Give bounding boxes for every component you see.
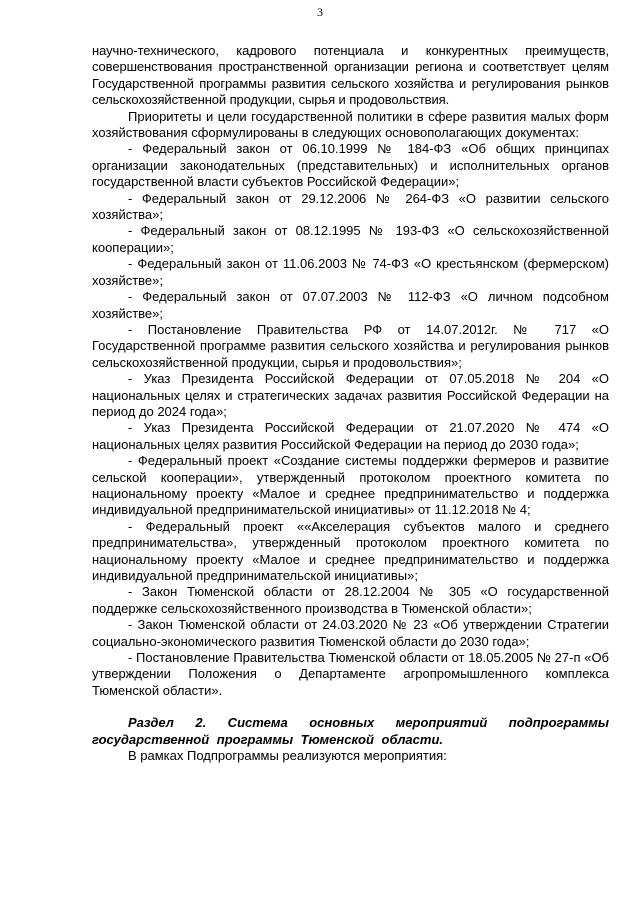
list-item-project-farmers: - Федеральный проект «Создание системы поддержки фермеров и развитие сельской кооперации», утвержденный протоколом проектного комитета по национальному проекту «Малое и среднее предпринимательство и поддержка индивидуальной предпринимательской инициативы» от 11.12.2018 № 4; <box>92 453 609 518</box>
list-item-tyumen-law-23: - Закон Тюменской области от 24.03.2020 № 23 «Об утверждении Стратегии социально-экономического развития Тюменской области до 2030 года»; <box>92 617 609 649</box>
section-heading: Раздел 2. Система основных мероприятий подпрограммы государственной программы Тюменской области. <box>92 715 609 747</box>
list-item-resolution-717: - Постановление Правительства РФ от 14.07.2012г. № 717 «О Государственной программе развития сельского хозяйства и регулирования рынков сельскохозяйственной продукции, сырья и продовольствия»; <box>92 321 609 370</box>
list-item-decree-204: - Указ Президента Российской Федерации от 07.05.2018 № 204 «О национальных целях и стратегических задачах развития Российской Федерации на период до 2024 года»; <box>92 371 609 419</box>
list-item-law-193: - Федеральный закон от 08.12.1995 № 193-ФЗ «О сельскохозяйственной кооперации»; <box>92 223 609 255</box>
list-item-law-112: - Федеральный закон от 07.07.2003 № 112-ФЗ «О личном подсобном хозяйстве»; <box>92 289 609 321</box>
paragraph-intro-continuation: научно-технического, кадрового потенциала и конкурентных преимуществ, совершенствования пространственной организации региона и соответствует целям Государственной программы развития сельского хозяйства и регулирования рынков сельскохозяйственной продукции, сырья и продовольствия. <box>92 43 609 108</box>
list-item-law-74: - Федеральный закон от 11.06.2003 № 74-ФЗ «О крестьянском (фермерском) хозяйстве»; <box>92 256 609 288</box>
list-item-tyumen-law-305: - Закон Тюменской области от 28.12.2004 № 305 «О государственной поддержке сельскохозяйственного производства в Тюменской области»; <box>92 584 609 616</box>
paragraph-measures-intro: В рамках Подпрограммы реализуются мероприятия: <box>128 748 447 764</box>
list-item-decree-474: - Указ Президента Российской Федерации от 21.07.2020 № 474 «О национальных целях развития Российской Федерации на период до 2030 года»; <box>92 420 609 452</box>
list-item-law-264: - Федеральный закон от 29.12.2006 № 264-ФЗ «О развитии сельского хозяйства»; <box>92 190 609 223</box>
document-body <box>92 43 609 764</box>
page-number: 3 <box>317 5 323 19</box>
list-item-tyumen-resolution-27: - Постановление Правительства Тюменской области от 18.05.2005 № 27-п «Об утверждении Положения о Департаменте агропромышленного комплекса Тюменской области». <box>92 650 609 698</box>
paragraph-priorities: Приоритеты и цели государственной политики в сфере развития малых форм хозяйствования сформулированы в следующих основополагающих документах: <box>92 108 609 141</box>
list-item-law-184: - Федеральный закон от 06.10.1999 № 184-ФЗ «Об общих принципах организации законодательных (представительных) и исполнительных органов государственной власти субъектов Российской Федерации»; <box>92 141 609 190</box>
list-item-project-acceleration: - Федеральный проект ««Акселерация субъектов малого и среднего предпринимательства», утвержденный протоколом проектного комитета по национальному проекту «Малое и среднее предпринимательство и поддержка индивидуальной предпринимательской инициативы»; <box>92 518 609 583</box>
